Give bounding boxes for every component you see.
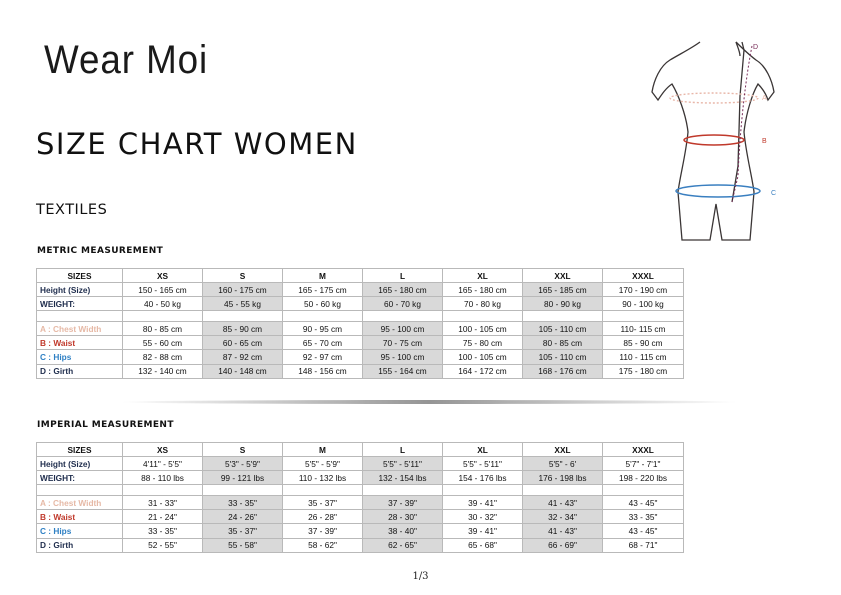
table-cell: 35 - 37" (203, 524, 283, 538)
sizes-header: SIZES (37, 443, 123, 457)
table-cell: 55 - 60 cm (123, 336, 203, 350)
size-header: XS (123, 443, 203, 457)
table-header-row (37, 269, 684, 283)
table-cell: 82 - 88 cm (123, 350, 203, 364)
table-cell: 100 - 105 cm (443, 322, 523, 336)
table-cell: 33 - 35" (203, 496, 283, 510)
table-header-row (37, 443, 684, 457)
brand-logo: Wear Moi (44, 38, 209, 82)
size-header: XXXL (603, 269, 684, 283)
table-cell: 60 - 70 kg (363, 297, 443, 311)
table-cell: 80 - 85 cm (523, 336, 603, 350)
label-b: B (762, 138, 767, 145)
table-cell: 26 - 28" (283, 510, 363, 524)
hips-measure-line (676, 185, 760, 197)
table-row (37, 538, 684, 552)
table-cell: 164 - 172 cm (443, 364, 523, 378)
table-cell: 50 - 60 kg (283, 297, 363, 311)
table-cell: 175 - 180 cm (603, 364, 684, 378)
table-cell: 87 - 92 cm (203, 350, 283, 364)
table-cell: 110 - 132 lbs (283, 471, 363, 485)
table-cell: 37 - 39" (363, 496, 443, 510)
size-header: S (203, 443, 283, 457)
table-cell: 85 - 90 cm (203, 322, 283, 336)
row-label: WEIGHT: (37, 471, 123, 485)
table-cell: 66 - 69" (523, 538, 603, 552)
table-cell: 165 - 175 cm (283, 283, 363, 297)
table-cell: 45 - 55 kg (203, 297, 283, 311)
table-row (37, 297, 684, 311)
table-cell: 40 - 50 kg (123, 297, 203, 311)
table-cell: 35 - 37" (283, 496, 363, 510)
row-label: B : Waist (37, 510, 123, 524)
table-cell: 170 - 190 cm (603, 283, 684, 297)
row-label: Height (Size) (37, 457, 123, 471)
row-label: A : Chest Width (37, 496, 123, 510)
table-cell: 75 - 80 cm (443, 336, 523, 350)
table-cell: 52 - 55" (123, 538, 203, 552)
table-cell: 80 - 90 kg (523, 297, 603, 311)
table-cell: 132 - 154 lbs (363, 471, 443, 485)
page-title: SIZE CHART WOMEN (36, 127, 358, 161)
table-cell: 68 - 71" (603, 538, 684, 552)
table-cell: 176 - 198 lbs (523, 471, 603, 485)
table-cell: 38 - 40" (363, 524, 443, 538)
size-header: XS (123, 269, 203, 283)
table-row (37, 283, 684, 297)
metric-size-table (36, 268, 684, 379)
table-cell: 5'5" - 5'11" (363, 457, 443, 471)
table-cell: 58 - 62" (283, 538, 363, 552)
label-d: D (753, 44, 759, 51)
table-row (37, 524, 684, 538)
table-cell: 165 - 185 cm (523, 283, 603, 297)
table-spacer-row (37, 485, 684, 496)
table-row (37, 496, 684, 510)
table-cell: 4'11" - 5'5" (123, 457, 203, 471)
table-cell: 5'5" - 5'9" (283, 457, 363, 471)
table-cell: 95 - 100 cm (363, 322, 443, 336)
table-cell: 105 - 110 cm (523, 322, 603, 336)
table-cell: 165 - 180 cm (443, 283, 523, 297)
table-cell: 31 - 33" (123, 496, 203, 510)
table-row (37, 336, 684, 350)
table-cell: 55 - 58" (203, 538, 283, 552)
table-cell: 33 - 35" (123, 524, 203, 538)
table-cell: 70 - 75 cm (363, 336, 443, 350)
table-row (37, 471, 684, 485)
section-divider (120, 400, 738, 404)
row-label: D : Girth (37, 538, 123, 552)
table-cell: 148 - 156 cm (283, 364, 363, 378)
row-label: C : Hips (37, 524, 123, 538)
size-header: XXL (523, 443, 603, 457)
size-header: XXXL (603, 443, 684, 457)
table-cell: 37 - 39" (283, 524, 363, 538)
table-cell: 65 - 68" (443, 538, 523, 552)
table-cell: 105 - 110 cm (523, 350, 603, 364)
label-c: C (771, 190, 777, 197)
table-cell: 90 - 95 cm (283, 322, 363, 336)
size-header: M (283, 443, 363, 457)
table-cell: 62 - 65" (363, 538, 443, 552)
table-cell: 168 - 176 cm (523, 364, 603, 378)
row-label: D : Girth (37, 364, 123, 378)
table-cell: 33 - 35" (603, 510, 684, 524)
page-number: 1/3 (412, 571, 429, 582)
imperial-heading: IMPERIAL MEASUREMENT (37, 420, 174, 430)
row-label: A : Chest Width (37, 322, 123, 336)
size-header: XL (443, 443, 523, 457)
table-cell: 160 - 175 cm (203, 283, 283, 297)
table-cell: 43 - 45" (603, 496, 684, 510)
row-label: B : Waist (37, 336, 123, 350)
table-cell: 99 - 121 lbs (203, 471, 283, 485)
size-header: L (363, 269, 443, 283)
table-cell: 154 - 176 lbs (443, 471, 523, 485)
table-cell: 140 - 148 cm (203, 364, 283, 378)
size-header: S (203, 269, 283, 283)
table-cell: 95 - 100 cm (363, 350, 443, 364)
table-cell: 80 - 85 cm (123, 322, 203, 336)
table-cell: 110- 115 cm (603, 322, 684, 336)
table-cell: 155 - 164 cm (363, 364, 443, 378)
table-cell: 32 - 34" (523, 510, 603, 524)
table-cell: 110 - 115 cm (603, 350, 684, 364)
table-cell: 85 - 90 cm (603, 336, 684, 350)
table-row (37, 322, 684, 336)
table-cell: 5'7" - 7'1" (603, 457, 684, 471)
table-cell: 150 - 165 cm (123, 283, 203, 297)
sizes-header: SIZES (37, 269, 123, 283)
waist-measure-line (684, 135, 744, 145)
table-cell: 43 - 45" (603, 524, 684, 538)
table-spacer-row (37, 311, 684, 322)
row-label: Height (Size) (37, 283, 123, 297)
row-label: WEIGHT: (37, 297, 123, 311)
table-cell: 39 - 41" (443, 496, 523, 510)
table-cell: 30 - 32" (443, 510, 523, 524)
size-header: M (283, 269, 363, 283)
table-cell: 88 - 110 lbs (123, 471, 203, 485)
size-header: XXL (523, 269, 603, 283)
table-row (37, 457, 684, 471)
table-cell: 60 - 65 cm (203, 336, 283, 350)
table-row (37, 364, 684, 378)
table-cell: 100 - 105 cm (443, 350, 523, 364)
table-cell: 5'5" - 5'11" (443, 457, 523, 471)
metric-heading: METRIC MEASUREMENT (37, 246, 164, 256)
table-cell: 28 - 30" (363, 510, 443, 524)
size-header: XL (443, 269, 523, 283)
table-row (37, 510, 684, 524)
size-header: L (363, 443, 443, 457)
table-cell: 165 - 180 cm (363, 283, 443, 297)
table-row (37, 350, 684, 364)
table-cell: 90 - 100 kg (603, 297, 684, 311)
table-cell: 5'3" - 5'9" (203, 457, 283, 471)
table-cell: 39 - 41" (443, 524, 523, 538)
section-subtitle: TEXTILES (36, 202, 108, 218)
body-measurement-figure (640, 36, 780, 246)
table-cell: 21 - 24" (123, 510, 203, 524)
table-cell: 5'5" - 6' (523, 457, 603, 471)
table-cell: 92 - 97 cm (283, 350, 363, 364)
table-cell: 41 - 43" (523, 524, 603, 538)
table-cell: 65 - 70 cm (283, 336, 363, 350)
body-outline (652, 42, 777, 240)
label-a: A (762, 95, 767, 102)
imperial-size-table (36, 442, 684, 553)
table-cell: 24 - 26" (203, 510, 283, 524)
table-cell: 70 - 80 kg (443, 297, 523, 311)
table-cell: 132 - 140 cm (123, 364, 203, 378)
row-label: C : Hips (37, 350, 123, 364)
table-cell: 41 - 43" (523, 496, 603, 510)
table-cell: 198 - 220 lbs (603, 471, 684, 485)
